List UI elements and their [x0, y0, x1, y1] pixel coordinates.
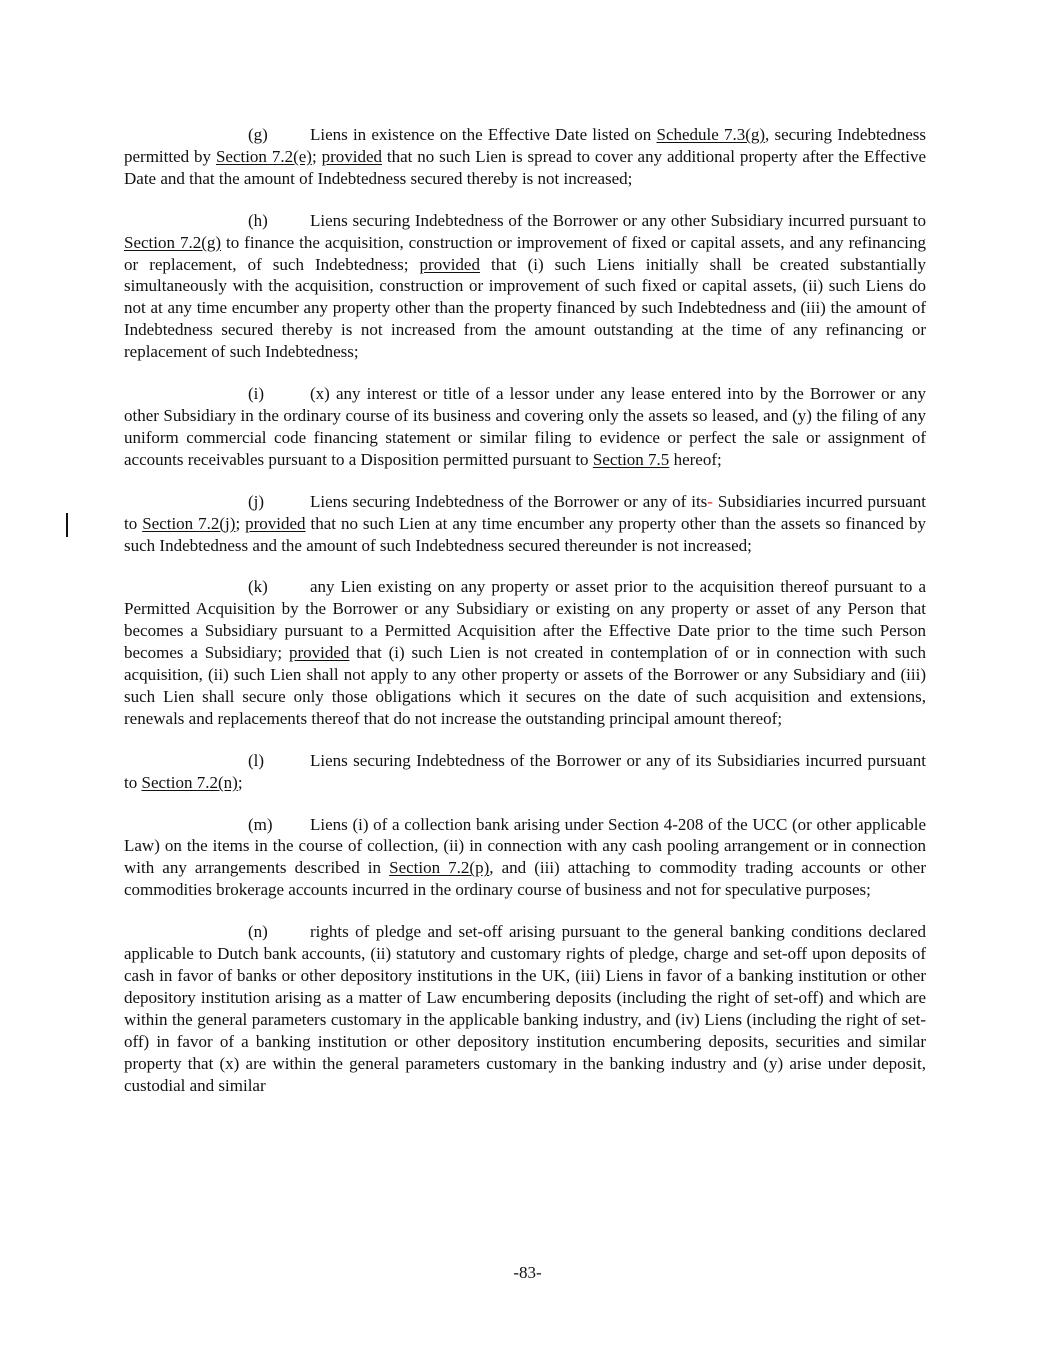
- document-body: [124, 124, 926, 1096]
- clause-text: ;: [235, 513, 246, 533]
- clause-paragraph: [124, 576, 926, 729]
- clause-text: Subsidiaries incurred pursuant to: [124, 491, 926, 533]
- clause-paragraph: [124, 491, 926, 557]
- clause-text: , securing Indebtedness permitted by: [124, 125, 926, 166]
- clause-text: Liens in existence on the Effective Date listed on: [310, 125, 657, 144]
- cross-reference: Section 7.2(j): [142, 513, 236, 533]
- clause-text: that no such Lien at any time encumber any property other than the assets so financed by such Indebtedness and the amount of such Indebtedness secured thereunder is not increased;: [124, 513, 926, 555]
- clause-label: (j): [248, 491, 265, 511]
- clause-text: to finance the acquisition, construction or improvement of fixed or capital assets, and any refinancing or replacement, of such Indebtedness;: [124, 232, 926, 274]
- clause-label: (l): [248, 750, 265, 770]
- cross-reference: provided: [321, 146, 383, 166]
- clause-text: that (i) such Liens initially shall be created substantially simultaneously with the acquisition, construction or improvement of such fixed or capital assets, (ii) such Liens do not at any time encumber any property other than the property financed by such Indebtedness and (iii) the amount of Indebtedness secured thereby is not increased from the amount outstanding at the time of any refinancing or replacement of such Indebtedness;: [124, 254, 926, 362]
- cross-reference: provided: [419, 254, 480, 274]
- page-number: -83-: [513, 1263, 542, 1282]
- clause-text: hereof;: [669, 449, 722, 469]
- clause-label: (n): [248, 922, 268, 942]
- clause-text: ;: [311, 146, 322, 166]
- clause-paragraph: [124, 210, 926, 363]
- cross-reference: Section 7.2(n): [141, 772, 238, 792]
- clause-text: , and (iii) attaching to commodity trading accounts or other commodities brokerage accounts incurred in the ordinary course of business and not for speculative purposes;: [124, 858, 926, 900]
- cross-reference: Schedule 7.3(g): [656, 125, 766, 144]
- clause-text: (x) any interest or title of a lessor under any lease entered into by the Borrower or any other Subsidiary in the ordinary course of its business and covering only the assets so leased, and (y) the filing of any uniform commercial code financing statement or similar filing to evidence or perfect the sale or assignment of accounts receivables pursuant to a Disposition permitted pursuant to: [124, 384, 926, 469]
- clause-text: ;: [237, 772, 243, 792]
- cross-reference: provided: [245, 513, 306, 533]
- clause-text: Liens securing Indebtedness of the Borrower or any of its Subsidiaries incurred pursuant to: [124, 750, 926, 792]
- clause-text: Liens (i) of a collection bank arising under Section 4-208 of the UCC (or other applicable Law) on the items in the course of collection, (ii) in connection with any cash pooling arrangement or in connection with any arrangements described in: [124, 814, 926, 878]
- revision-change-bar: [66, 513, 68, 537]
- clause-paragraph: [124, 383, 926, 471]
- clause-label: (h): [248, 210, 268, 230]
- clause-label: (g): [248, 125, 268, 144]
- cross-reference: Section 7.2(p): [389, 858, 490, 878]
- cross-reference: provided: [289, 643, 350, 663]
- clause-text: Liens securing Indebtedness of the Borrower or any of its: [310, 491, 708, 511]
- clause-label: (i): [248, 384, 265, 404]
- redline-mark: -: [707, 491, 713, 511]
- clause-label: (k): [248, 577, 268, 597]
- clause-paragraph: [124, 124, 926, 190]
- clause-text: rights of pledge and set-off arising pursuant to the general banking conditions declared applicable to Dutch bank accounts, (ii) statutory and customary rights of pledge, charge and set-off upon deposits of cash in favor of banks or other depository institutions in the UK, (iii) Liens in favor of a banking institution or other depository institution arising as a matter of Law encumbering deposits (including the right of set-off) and which are within the general parameters customary in the applicable banking industry, and (iv) Liens (including the right of set-off) in favor of a banking institution or other depository institution encumbering deposits, securities and similar property that (x) are within the general parameters customary in the banking industry and (y) arise under deposit, custodial and similar: [124, 922, 926, 1095]
- cross-reference: Section 7.2(g): [124, 232, 222, 252]
- clause-text: that (i) such Lien is not created in contemplation of or in connection with such acquisition, (ii) such Lien shall not apply to any other property or assets of the Borrower or any Subsidiary and (iii) such Lien shall secure only those obligations which it secures on the date of such acquisition and extensions, renewals and replacements thereof that do not increase the outstanding principal amount thereof;: [124, 643, 927, 728]
- clause-text: any Lien existing on any property or asset prior to the acquisition thereof pursuant to a Permitted Acquisition by the Borrower or any Subsidiary or existing on any property or asset of any Person that becomes a Subsidiary pursuant to a Permitted Acquisition after the Effective Date prior to the time such Person becomes a Subsidiary;: [124, 577, 926, 663]
- clause-text: Liens securing Indebtedness of the Borrower or any other Subsidiary incurred pursuant to: [310, 210, 926, 230]
- clause-text: that no such Lien is spread to cover any additional property after the Effective Date and that the amount of Indebtedness secured thereby is not increased;: [124, 146, 927, 188]
- cross-reference: Section 7.2(e): [215, 146, 312, 166]
- clause-label: (m): [248, 814, 273, 834]
- clause-paragraph: [124, 921, 926, 1096]
- clause-paragraph: [124, 814, 926, 902]
- clause-paragraph: [124, 750, 926, 794]
- cross-reference: Section 7.5: [592, 449, 670, 469]
